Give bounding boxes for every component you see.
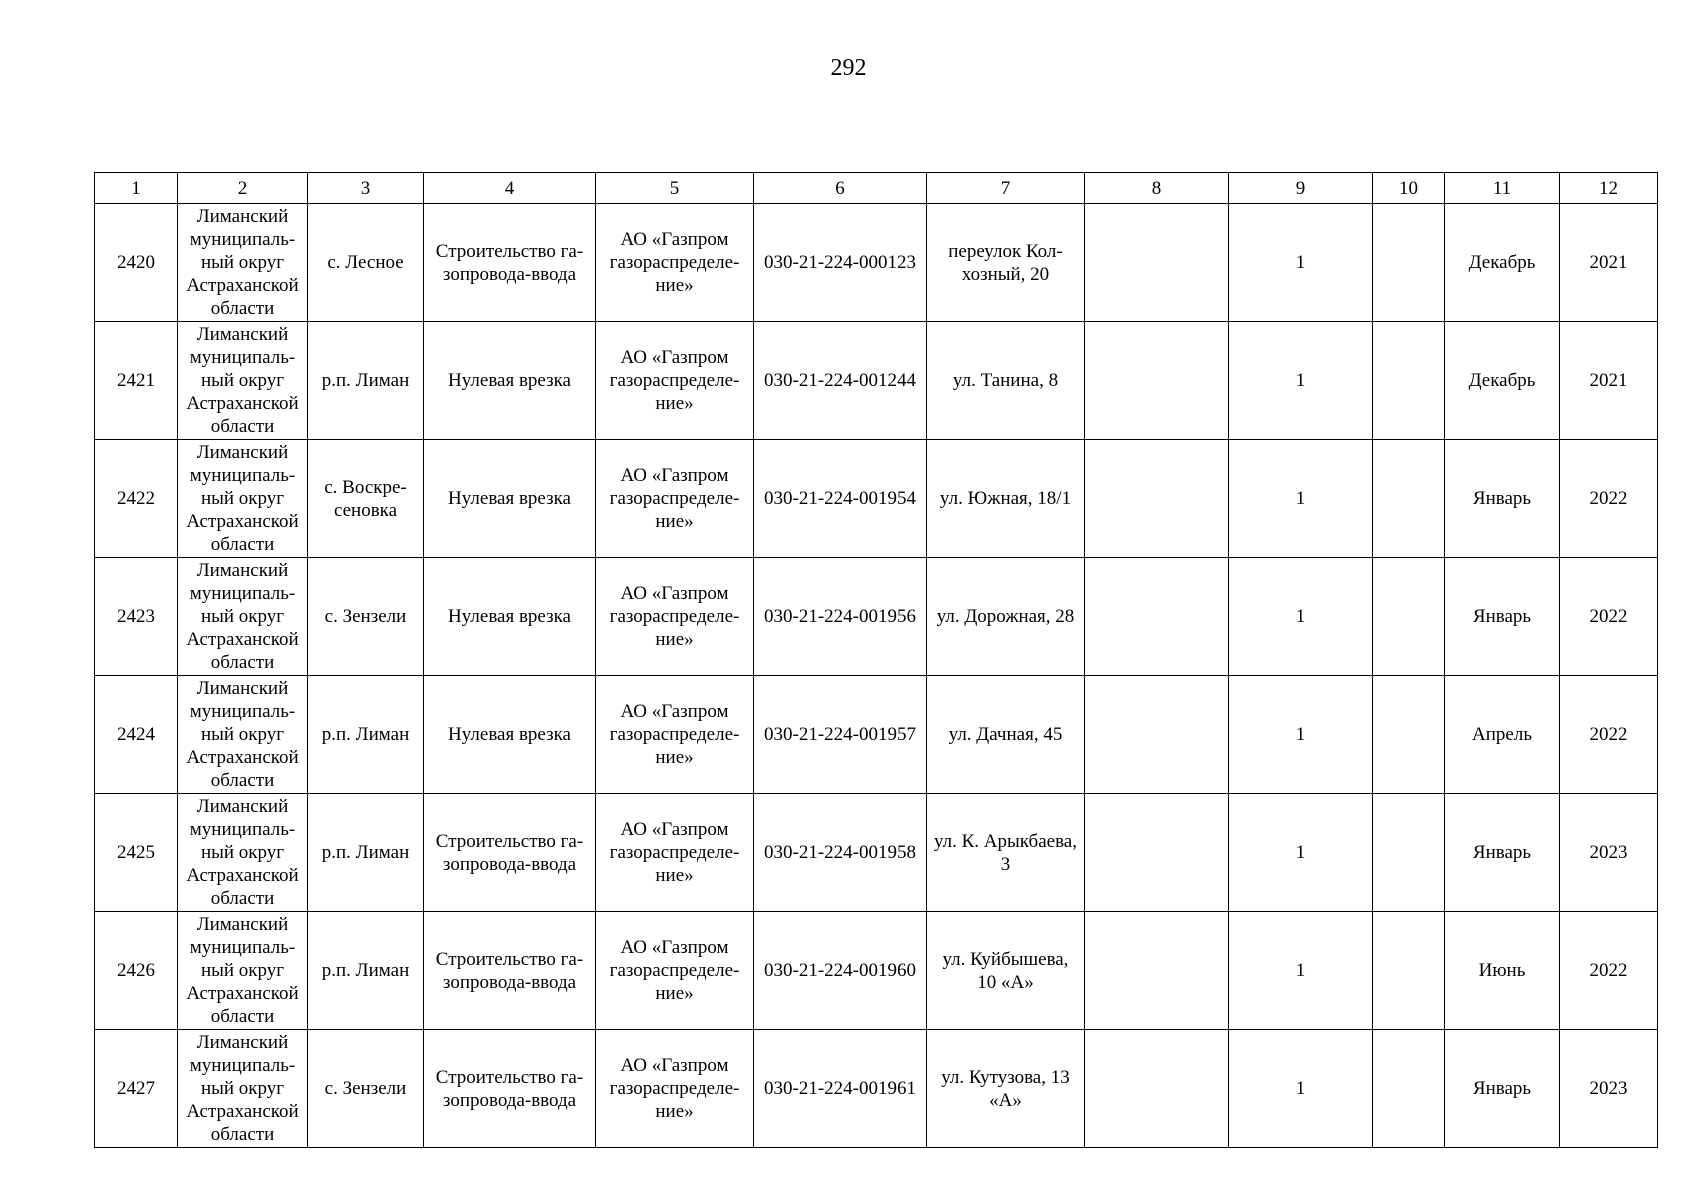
table-cell-col-3: р.п. Лиман xyxy=(308,794,424,912)
table-cell-col-8 xyxy=(1085,912,1229,1030)
table-cell-col-3: с. Лесное xyxy=(308,204,424,322)
table-cell-col-5: АО «Газпром газораспределе- ние» xyxy=(596,676,754,794)
table-row xyxy=(95,558,1658,676)
table-cell-col-11: Январь xyxy=(1445,558,1560,676)
table-cell-col-5: АО «Газпром газораспределе- ние» xyxy=(596,204,754,322)
table-cell-col-12: 2021 xyxy=(1560,204,1658,322)
column-header-6: 6 xyxy=(754,173,927,204)
table-row xyxy=(95,794,1658,912)
table-cell-col-9: 1 xyxy=(1229,912,1373,1030)
table-cell-col-8 xyxy=(1085,1030,1229,1148)
table-cell-col-12: 2022 xyxy=(1560,440,1658,558)
table-cell-col-8 xyxy=(1085,440,1229,558)
column-header-4: 4 xyxy=(424,173,596,204)
table-cell-col-4: Нулевая врезка xyxy=(424,440,596,558)
table-cell-col-11: Январь xyxy=(1445,440,1560,558)
table-cell-col-7: ул. Кутузова, 13 «А» xyxy=(927,1030,1085,1148)
table-cell-col-6: 030-21-224-001957 xyxy=(754,676,927,794)
table-cell-col-6: 030-21-224-000123 xyxy=(754,204,927,322)
table-row xyxy=(95,322,1658,440)
table-cell-col-6: 030-21-224-001244 xyxy=(754,322,927,440)
table-cell-col-12: 2023 xyxy=(1560,794,1658,912)
table-row xyxy=(95,204,1658,322)
table-cell-col-10 xyxy=(1373,912,1445,1030)
table-cell-col-11: Декабрь xyxy=(1445,204,1560,322)
table-cell-col-11: Декабрь xyxy=(1445,322,1560,440)
column-header-3: 3 xyxy=(308,173,424,204)
table-cell-col-1: 2420 xyxy=(95,204,178,322)
table-cell-col-11: Июнь xyxy=(1445,912,1560,1030)
table-cell-col-1: 2422 xyxy=(95,440,178,558)
table-cell-col-4: Нулевая врезка xyxy=(424,322,596,440)
table-cell-col-10 xyxy=(1373,794,1445,912)
table-cell-col-7: ул. Южная, 18/1 xyxy=(927,440,1085,558)
table-cell-col-10 xyxy=(1373,204,1445,322)
table-cell-col-2: Лиманский муниципаль- ный округ Астраханской области xyxy=(178,1030,308,1148)
column-header-5: 5 xyxy=(596,173,754,204)
table-cell-col-2: Лиманский муниципаль- ный округ Астраханской области xyxy=(178,440,308,558)
table-cell-col-9: 1 xyxy=(1229,794,1373,912)
table-cell-col-2: Лиманский муниципаль- ный округ Астраханской области xyxy=(178,912,308,1030)
table-cell-col-7: ул. Дорожная, 28 xyxy=(927,558,1085,676)
table-cell-col-4: Строительство га- зопровода-ввода xyxy=(424,1030,596,1148)
table-cell-col-1: 2425 xyxy=(95,794,178,912)
table-cell-col-7: переулок Кол- хозный, 20 xyxy=(927,204,1085,322)
table-cell-col-1: 2427 xyxy=(95,1030,178,1148)
table-cell-col-4: Строительство га- зопровода-ввода xyxy=(424,912,596,1030)
table-cell-col-1: 2426 xyxy=(95,912,178,1030)
table-cell-col-10 xyxy=(1373,558,1445,676)
table-cell-col-2: Лиманский муниципаль- ный округ Астраханской области xyxy=(178,322,308,440)
table-cell-col-5: АО «Газпром газораспределе- ние» xyxy=(596,440,754,558)
table-row xyxy=(95,440,1658,558)
table-cell-col-5: АО «Газпром газораспределе- ние» xyxy=(596,912,754,1030)
table-cell-col-6: 030-21-224-001956 xyxy=(754,558,927,676)
table-cell-col-3: р.п. Лиман xyxy=(308,912,424,1030)
table-cell-col-11: Апрель xyxy=(1445,676,1560,794)
table-cell-col-10 xyxy=(1373,676,1445,794)
table-cell-col-4: Нулевая врезка xyxy=(424,558,596,676)
table-cell-col-8 xyxy=(1085,204,1229,322)
table-cell-col-12: 2022 xyxy=(1560,676,1658,794)
table-cell-col-7: ул. К. Арыкбаева, 3 xyxy=(927,794,1085,912)
table-cell-col-2: Лиманский муниципаль- ный округ Астраханской области xyxy=(178,676,308,794)
table-cell-col-6: 030-21-224-001958 xyxy=(754,794,927,912)
table-cell-col-3: р.п. Лиман xyxy=(308,676,424,794)
column-header-11: 11 xyxy=(1445,173,1560,204)
table-row xyxy=(95,1030,1658,1148)
table-cell-col-10 xyxy=(1373,1030,1445,1148)
table-cell-col-3: с. Воскре- сеновка xyxy=(308,440,424,558)
table-cell-col-5: АО «Газпром газораспределе- ние» xyxy=(596,794,754,912)
table-cell-col-3: р.п. Лиман xyxy=(308,322,424,440)
table-body xyxy=(95,204,1658,1148)
table-cell-col-6: 030-21-224-001960 xyxy=(754,912,927,1030)
table-cell-col-10 xyxy=(1373,322,1445,440)
data-table xyxy=(94,172,1658,1148)
table-cell-col-1: 2424 xyxy=(95,676,178,794)
table-cell-col-9: 1 xyxy=(1229,322,1373,440)
table-cell-col-9: 1 xyxy=(1229,676,1373,794)
table-cell-col-8 xyxy=(1085,322,1229,440)
column-header-1: 1 xyxy=(95,173,178,204)
table-cell-col-6: 030-21-224-001954 xyxy=(754,440,927,558)
table-cell-col-5: АО «Газпром газораспределе- ние» xyxy=(596,1030,754,1148)
page-number: 292 xyxy=(830,55,867,81)
table-cell-col-12: 2021 xyxy=(1560,322,1658,440)
column-header-10: 10 xyxy=(1373,173,1445,204)
column-header-9: 9 xyxy=(1229,173,1373,204)
table-cell-col-8 xyxy=(1085,794,1229,912)
table-cell-col-10 xyxy=(1373,440,1445,558)
table-cell-col-12: 2023 xyxy=(1560,1030,1658,1148)
table-cell-col-8 xyxy=(1085,676,1229,794)
table-cell-col-8 xyxy=(1085,558,1229,676)
table-cell-col-2: Лиманский муниципаль- ный округ Астраханской области xyxy=(178,794,308,912)
table-cell-col-11: Январь xyxy=(1445,1030,1560,1148)
table-cell-col-11: Январь xyxy=(1445,794,1560,912)
table-cell-col-1: 2423 xyxy=(95,558,178,676)
table-cell-col-12: 2022 xyxy=(1560,912,1658,1030)
header-row xyxy=(95,173,1658,204)
table-cell-col-7: ул. Танина, 8 xyxy=(927,322,1085,440)
table-cell-col-3: с. Зензели xyxy=(308,1030,424,1148)
table-header xyxy=(95,173,1658,204)
column-header-8: 8 xyxy=(1085,173,1229,204)
table-row xyxy=(95,912,1658,1030)
column-header-7: 7 xyxy=(927,173,1085,204)
table-cell-col-2: Лиманский муниципаль- ный округ Астраханской области xyxy=(178,558,308,676)
table-cell-col-6: 030-21-224-001961 xyxy=(754,1030,927,1148)
table-cell-col-1: 2421 xyxy=(95,322,178,440)
column-header-2: 2 xyxy=(178,173,308,204)
table-cell-col-9: 1 xyxy=(1229,440,1373,558)
table-cell-col-9: 1 xyxy=(1229,558,1373,676)
table-cell-col-3: с. Зензели xyxy=(308,558,424,676)
table-cell-col-9: 1 xyxy=(1229,1030,1373,1148)
table-cell-col-12: 2022 xyxy=(1560,558,1658,676)
column-header-12: 12 xyxy=(1560,173,1658,204)
table-cell-col-2: Лиманский муниципаль- ный округ Астраханской области xyxy=(178,204,308,322)
table-cell-col-4: Строительство га- зопровода-ввода xyxy=(424,794,596,912)
table-row xyxy=(95,676,1658,794)
table-cell-col-5: АО «Газпром газораспределе- ние» xyxy=(596,322,754,440)
table-cell-col-7: ул. Дачная, 45 xyxy=(927,676,1085,794)
table-cell-col-5: АО «Газпром газораспределе- ние» xyxy=(596,558,754,676)
table-cell-col-9: 1 xyxy=(1229,204,1373,322)
table-cell-col-7: ул. Куйбышева, 10 «А» xyxy=(927,912,1085,1030)
table-cell-col-4: Нулевая врезка xyxy=(424,676,596,794)
table-cell-col-4: Строительство га- зопровода-ввода xyxy=(424,204,596,322)
